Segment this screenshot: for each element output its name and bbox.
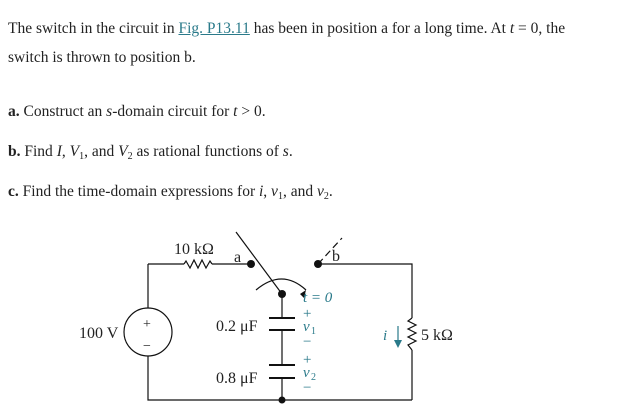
switch-pivot-icon [278, 290, 286, 298]
item-b-label: b. [8, 143, 21, 160]
resistor-10k-icon [184, 260, 212, 268]
item-c-v1: v [271, 183, 278, 200]
bottom-node-icon [279, 397, 286, 404]
current-arrowhead-icon [394, 340, 402, 348]
capacitor-2-icon [269, 365, 295, 378]
capacitor-1-icon [269, 318, 295, 330]
item-b-s: s [282, 143, 289, 160]
source-label: 100 V [79, 325, 119, 342]
resistor-5k-label: 5 kΩ [421, 327, 453, 344]
time-var: t [509, 20, 515, 37]
item-c-text: Find the time-domain expressions for [18, 183, 259, 200]
item-c-v2-sub: 2 [323, 191, 329, 202]
item-c-sep1: , [263, 183, 272, 200]
item-c-i: i [258, 183, 264, 200]
source-minus: − [143, 339, 151, 354]
switch-blade-icon [236, 232, 282, 294]
item-a-text-2: -domain circuit for [112, 103, 234, 120]
switch-time-label: t = 0 [303, 290, 333, 306]
item-b-text-2: as rational functions of [132, 143, 283, 160]
left-wire [148, 264, 412, 400]
terminal-b-icon [314, 260, 322, 268]
item-c-v2: v [316, 183, 324, 200]
cap-1-label: 0.2 μF [216, 318, 258, 335]
time-eq: = 0, the [514, 20, 566, 37]
figure-link[interactable]: Fig. P13.11 [178, 20, 250, 37]
item-c-label: c. [8, 183, 19, 200]
current-label: i [383, 328, 388, 344]
item-b-sep1: , [61, 143, 70, 160]
position-b-label: b [332, 248, 340, 265]
item-a-cond: > 0. [237, 103, 266, 120]
item-b-end: . [288, 143, 293, 160]
item-c-end: . [328, 183, 333, 200]
item-b-I: I [56, 143, 62, 160]
resistor-5k-icon [408, 318, 416, 350]
item-c-v1-sub: 1 [277, 191, 283, 202]
item-b-text: Find [20, 143, 57, 160]
v1-sub: 1 [311, 326, 316, 337]
v1-label: v [303, 319, 310, 335]
v1-plus: + [303, 306, 312, 322]
intro-text-2: has been in position a for a long time. At [249, 20, 510, 37]
intro-line-2: switch is thrown to position b. [8, 49, 196, 66]
item-a-t: t [233, 103, 238, 120]
item-c-sep2: , and [282, 183, 317, 200]
item-a-text: Construct an [19, 103, 107, 120]
position-a-label: a [234, 249, 242, 266]
item-b-V1-sub: 1 [79, 151, 85, 162]
switch-arc-icon [256, 279, 306, 290]
resistor-10k-label: 10 kΩ [174, 241, 214, 258]
item-b-V1: V [69, 143, 80, 160]
v2-plus: + [303, 352, 312, 368]
intro-text: The switch in the circuit in [8, 20, 179, 37]
cap-2-label: 0.8 μF [216, 370, 258, 387]
item-b-sep2: , and [84, 143, 119, 160]
terminal-a-icon [247, 260, 255, 268]
item-b-V2-sub: 2 [127, 151, 133, 162]
v1-minus: − [303, 334, 312, 350]
v2-label: v [303, 365, 310, 381]
item-b-V2: V [118, 143, 128, 160]
v2-sub: 2 [311, 372, 316, 383]
item-a-s: s [106, 103, 113, 120]
source-plus: + [143, 317, 151, 332]
item-a-label: a. [8, 103, 20, 120]
v2-minus: − [303, 380, 312, 396]
